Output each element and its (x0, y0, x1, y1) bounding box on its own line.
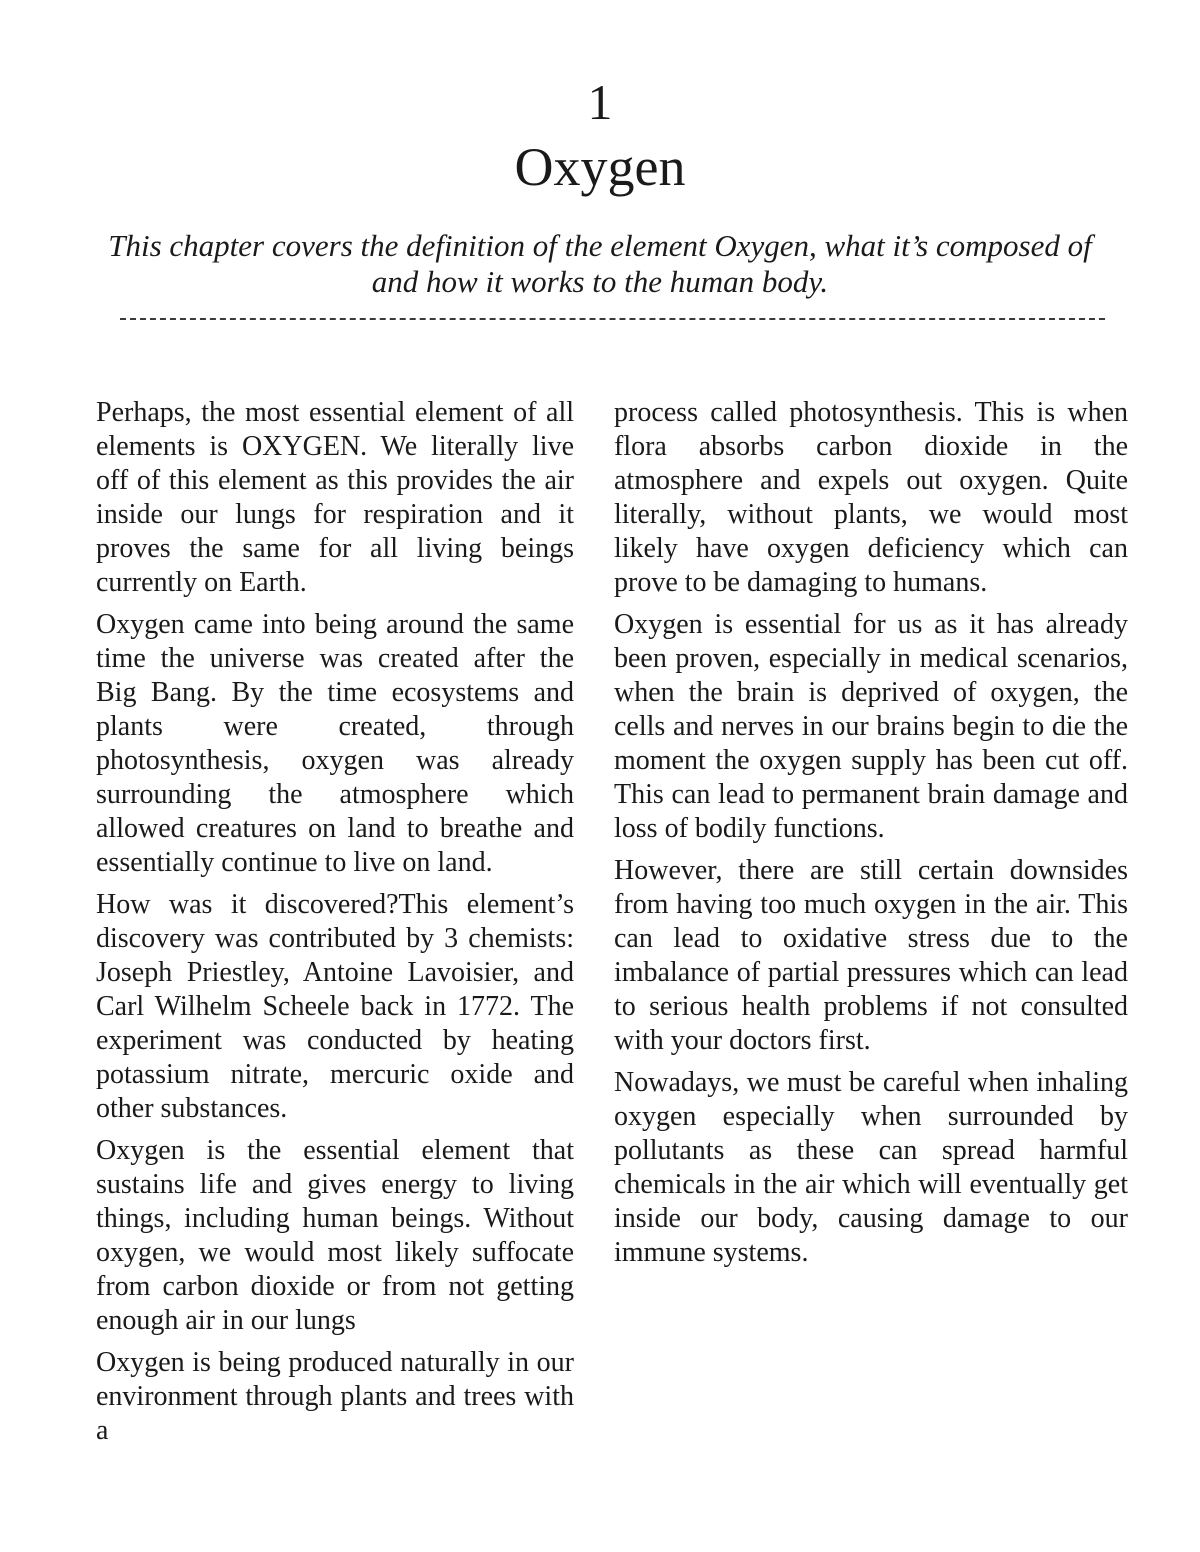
left-column (96, 396, 574, 1456)
chapter-number: 1 (587, 74, 613, 130)
paragraph: Oxygen is the essential element that sustains life and gives energy to living things, including human beings. Without oxygen, we would most likely suffocate from carbon dioxide or from not getting enough air in our lungs (96, 1135, 574, 1336)
chapter-title: Oxygen (514, 137, 686, 197)
paragraph: Perhaps, the most essential element of all elements is OXYGEN. We literally live off of this element as this provides the air inside our lungs for respiration and it proves the same for all living beings currently on Earth. (96, 397, 574, 598)
right-column (614, 396, 1128, 1278)
chapter-summary: This chapter covers the definition of the element Oxygen, what it’s composed of and how it works to the human body. (108, 228, 1092, 299)
paragraph: How was it discovered?This element’s discovery was contributed by 3 chemists: Joseph Priestley, Antoine Lavoisier, and Carl Wilhelm Scheele back in 1772. The experiment was conducted by heating potassium nitrate, mercuric oxide and other substances. (96, 889, 574, 1124)
paragraph: process called photosynthesis. This is when flora absorbs carbon dioxide in the atmosphere and expels out oxygen. Quite literally, without plants, we would most likely have oxygen deficiency which can prove to be damaging to humans. (614, 397, 1128, 598)
paragraph: Oxygen is being produced naturally in our environment through plants and trees with a (96, 1347, 574, 1446)
section-divider (120, 318, 1105, 320)
paragraph: Nowadays, we must be careful when inhaling oxygen especially when surrounded by pollutants as these can spread harmful chemicals in the air which will eventually get inside our body, causing damage to our immune systems. (614, 1067, 1128, 1268)
paragraph: Oxygen came into being around the same time the universe was created after the Big Bang. By the time ecosystems and plants were created, through photosynthesis, oxygen was already surrounding the atmosphere which allowed creatures on land to breathe and essentially continue to live on land. (96, 609, 574, 878)
paragraph: However, there are still certain downsides from having too much oxygen in the air. This can lead to oxidative stress due to the imbalance of partial pressures which can lead to serious health problems if not consulted with your doctors first. (614, 855, 1128, 1056)
paragraph: Oxygen is essential for us as it has already been proven, especially in medical scenarios, when the brain is deprived of oxygen, the cells and nerves in our brains begin to die the moment the oxygen supply has been cut off. This can lead to permanent brain damage and loss of bodily functions. (614, 609, 1128, 844)
